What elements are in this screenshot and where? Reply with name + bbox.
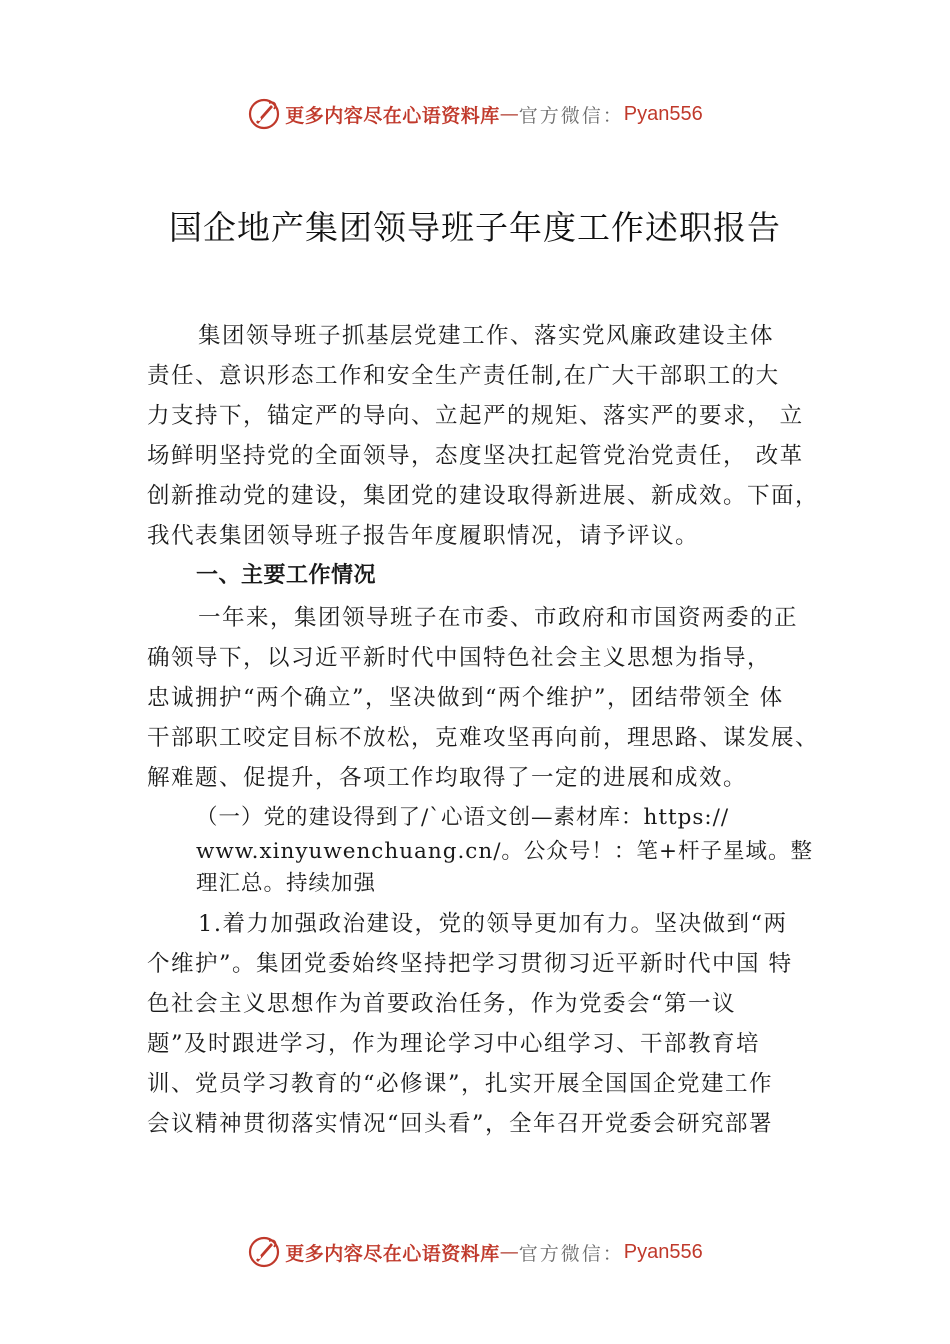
footer-banner: [0, 1232, 950, 1272]
quill-logo-icon: [247, 1235, 281, 1269]
header-banner: [0, 94, 950, 134]
body-line: 忠诚拥护“两个确立”，坚决做到“两个维护”，团结带领全 体: [147, 685, 784, 711]
body-line: 力支持下，锚定严的导向、立起严的规矩、落实严的要求， 立: [147, 403, 804, 429]
body-line: 责任、意识形态工作和安全生产责任制,在广大干部职工的大: [147, 363, 780, 389]
banner-wechat-id: Pyan556: [623, 102, 703, 125]
banner-wechat-id: Pyan556: [623, 1240, 703, 1263]
body-line: 1.着力加强政治建设，党的领导更加有力。坚决做到“两: [198, 911, 788, 937]
body-line: 干部职工咬定目标不放松，克难攻坚再向前，理思路、谋发展、: [147, 725, 820, 751]
subsection-line: www.xinyuwenchuang.cn/。公众号！：笔+杆子星域。整: [196, 839, 813, 864]
banner-wechat-label: 官方微信：: [518, 1242, 624, 1265]
banner-dash: —: [499, 1241, 519, 1263]
banner-red-text: 更多内容尽在心语资料库: [285, 104, 500, 127]
body-line: 个维护”。集团党委始终坚持把学习贯彻习近平新时代中国 特: [147, 951, 793, 977]
body-line: 场鲜明坚持党的全面领导，态度坚决扛起管党治党责任， 改革: [147, 443, 804, 469]
body-line: 解难题、促提升，各项工作均取得了一定的进展和成效。: [147, 765, 748, 791]
banner-dash: —: [499, 103, 519, 125]
subsection-line: （一）党的建设得到了/`心语文创—素材库：https://: [196, 805, 730, 830]
body-line: 我代表集团领导班子报告年度履职情况，请予评议。: [147, 523, 700, 549]
body-line: 集团领导班子抓基层党建工作、落实党风廉政建设主体: [198, 323, 775, 349]
body-line: 会议精神贯彻落实情况“回头看”，全年召开党委会研究部署: [147, 1111, 774, 1137]
body-line: 一年来，集团领导班子在市委、市政府和市国资两委的正: [198, 605, 799, 631]
section-heading: 一、主要工作情况: [196, 563, 377, 588]
banner-red-text: 更多内容尽在心语资料库: [285, 1242, 500, 1265]
banner-wechat-label: 官方微信：: [518, 104, 624, 127]
body-line: 色社会主义思想作为首要政治任务，作为党委会“第一议: [147, 991, 737, 1017]
subsection-line: 理汇总。持续加强: [196, 871, 377, 896]
body-line: 创新推动党的建设，集团党的建设取得新进展、新成效。下面，: [147, 483, 820, 509]
body-line: 训、党员学习教育的“必修课”，扎实开展全国国企党建工作: [147, 1071, 774, 1097]
quill-logo-icon: [247, 97, 281, 131]
document-title: 国企地产集团领导班子年度工作述职报告: [169, 208, 781, 247]
body-line: 题”及时跟进学习，作为理论学习中心组学习、干部教育培: [147, 1031, 761, 1057]
body-line: 确领导下，以习近平新时代中国特色社会主义思想为指导，: [147, 645, 772, 671]
